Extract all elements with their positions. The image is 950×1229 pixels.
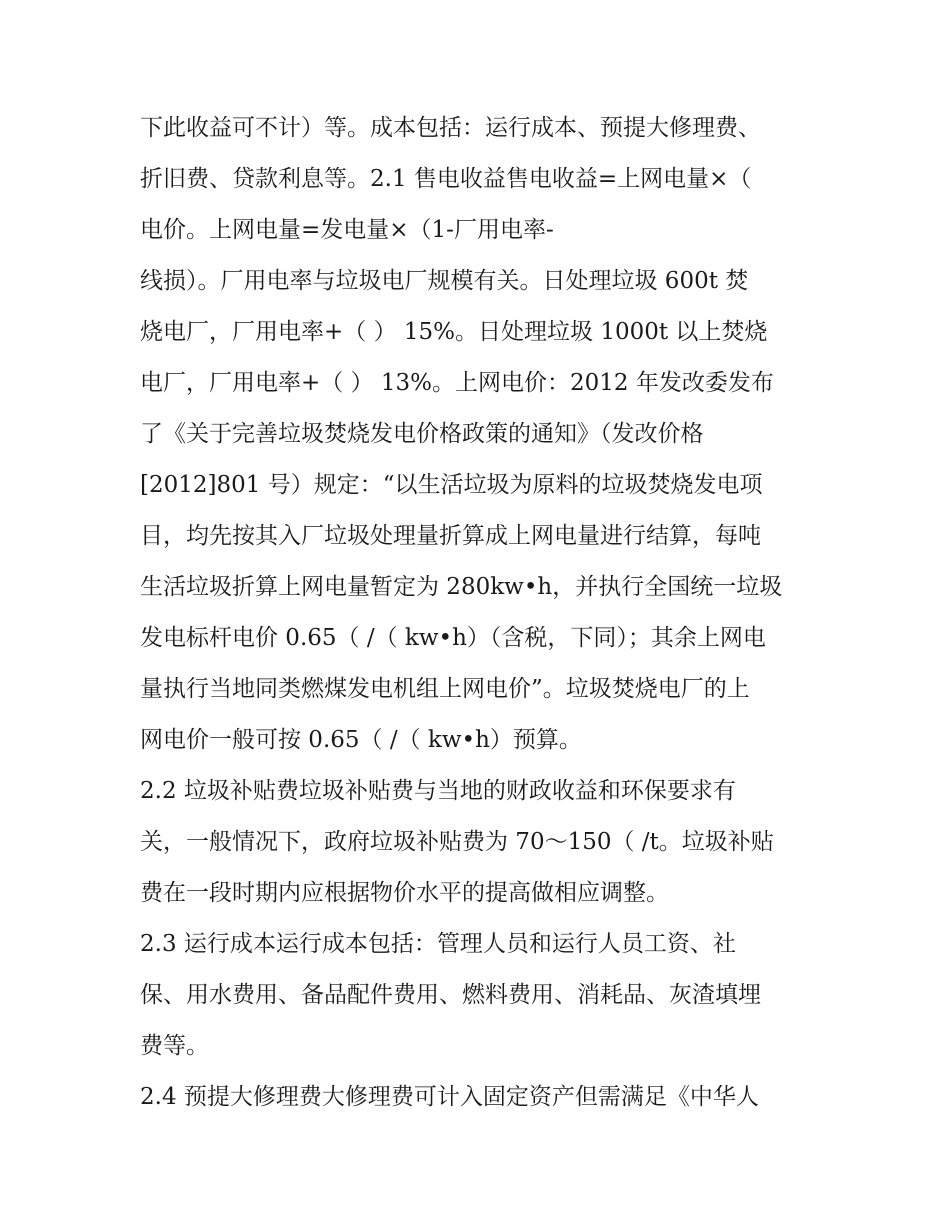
- text-line: 了《关于完善垃圾焚烧发电价格政策的通知》（发改价格: [140, 421, 704, 447]
- document-body: [140, 103, 820, 1123]
- text-line: 保、用水费用、备品配件费用、燃料费用、消耗品、灰渣填埋: [140, 982, 761, 1008]
- text-line: 线损）。厂用电率与垃圾电厂规模有关。日处理垃圾 600t 焚: [140, 268, 749, 294]
- text-line: 量执行当地同类燃煤发电机组上网电价”。垃圾焚烧电厂的上: [140, 676, 750, 702]
- text-line: 生活垃圾折算上网电量暂定为 280kw•h，并执行全国统一垃圾: [140, 574, 783, 600]
- text-line: 电价。上网电量=发电量×（1-厂用电率-: [140, 217, 554, 243]
- text-line: 费在一段时期内应根据物价水平的提高做相应调整。: [140, 880, 669, 906]
- text-line: 目，均先按其入厂垃圾处理量折算成上网电量进行结算，每吨: [140, 523, 761, 549]
- text-line: 2.4 预提大修理费大修理费可计入固定资产但需满足《中华人: [140, 1084, 759, 1110]
- text-line: 关，一般情况下，政府垃圾补贴费为 70～150（ /t。垃圾补贴: [140, 829, 774, 855]
- text-line: 折旧费、贷款利息等。2.1 售电收益售电收益=上网电量×（: [140, 166, 752, 192]
- text-line: 电厂，厂用电率+（ ） 13%。上网电价：2012 年发改委发布: [140, 370, 774, 396]
- text-line: 下此收益可不计）等。成本包括：运行成本、预提大修理费、: [140, 115, 761, 141]
- text-line: 发电标杆电价 0.65（ /（ kw•h）（含税，下同）；其余上网电: [140, 625, 766, 651]
- text-line: [2012]801 号）规定：“以生活垃圾为原料的垃圾焚烧发电项: [140, 472, 763, 498]
- text-line: 费等。: [140, 1033, 209, 1059]
- text-line: 烧电厂，厂用电率+（ ） 15%。日处理垃圾 1000t 以上焚烧: [140, 319, 768, 345]
- text-line: 2.3 运行成本运行成本包括：管理人员和运行人员工资、社: [140, 931, 736, 957]
- text-line: 网电价一般可按 0.65（ /（ kw•h）预算。: [140, 727, 582, 753]
- text-line: 2.2 垃圾补贴费垃圾补贴费与当地的财政收益和环保要求有: [140, 778, 736, 804]
